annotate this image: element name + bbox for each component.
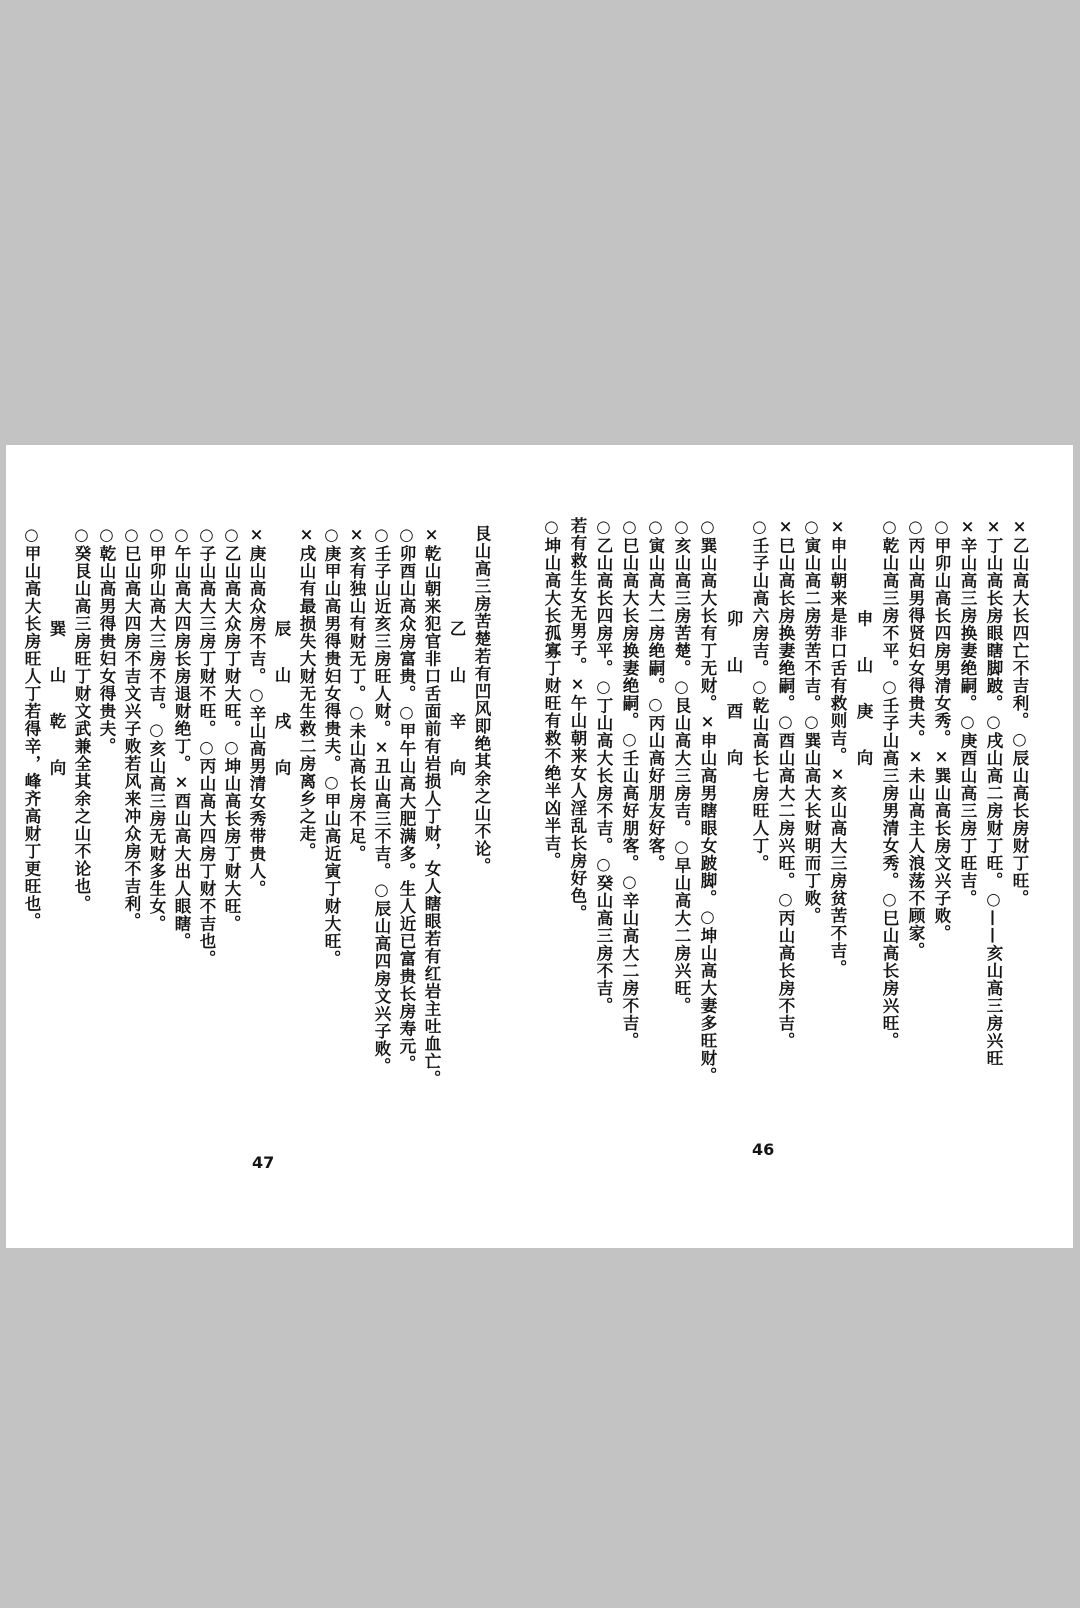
text-column: ○甲卯山高大三房不吉。○亥山高三房无财多生女。 <box>147 525 166 933</box>
text-column: ○乙山高长四房平。○丁山高大长房不吉。○癸山高三房不吉。 <box>594 517 613 1015</box>
text-column: ○乙山高大众房丁财大旺。○坤山高长房丁财大旺。 <box>222 525 241 933</box>
text-column: ○卯酉山高众房富贵。○甲午山高大肥满多。生人近已富贵长房寿元。 <box>397 525 416 1073</box>
page-number: 46 <box>752 1140 775 1159</box>
text-column: ○乾山高男得贵妇女得贵夫。 <box>97 525 116 755</box>
text-column: 若有救生女无男子。×午山朝来女人淫乱长房好色。 <box>568 517 587 922</box>
text-column: ○乾山高三房不平。○壬子山高三房男清女秀。○巳山高长房兴旺。 <box>880 517 899 1050</box>
section-heading: 乙 山 辛 向 <box>447 620 466 788</box>
section-heading: 申 山 庚 向 <box>854 610 873 778</box>
text-column: ○亥山高三房苦楚。○艮山高大三房吉。○早山高大二房兴旺。 <box>672 517 691 1015</box>
text-column: ×乾山朝来犯官非口舌面前有岩损人丁财，女人瞎眼若有红岩主吐血亡。 <box>422 525 441 1088</box>
text-column: ×申山朝来是非口舌有救则吉。×亥山高大三房贫苦不吉。 <box>828 517 847 977</box>
page-number: 47 <box>252 1153 275 1172</box>
text-column: ○寅山高大二房绝嗣。○丙山高好朋友好客。 <box>646 517 665 872</box>
text-column: ○庚甲山高男得贵妇女得贵夫。○甲山高近寅丁财大旺。 <box>322 525 341 968</box>
section-heading: 巽 山 乾 向 <box>47 620 66 788</box>
text-column: ○壬子山近亥三房旺人财。×丑山高三不吉。○辰山高四房文兴子败。 <box>372 525 391 1075</box>
text-column: ×巳山高长房换妻绝嗣。○酉山高大二房兴旺。○丙山高长房不吉。 <box>776 517 795 1050</box>
section-heading: 辰 山 戌 向 <box>272 620 291 788</box>
text-column: ○午山高大四房长房退财绝丁。×酉山高大出人眼瞎。 <box>172 525 191 950</box>
text-column: ○巳山高大四房不吉文兴子败若风来冲众房不吉利。 <box>122 525 141 930</box>
text-column: ○壬子山高六房吉。○乾山高长七房旺人丁。 <box>750 517 769 872</box>
text-column: ×辛山高三房换妻绝嗣。○庚酉山高三房丁旺吉。 <box>958 517 977 907</box>
book-spread-scan <box>6 445 1073 1248</box>
text-column: ○子山高大三房丁财不旺。○丙山高大四房丁财不吉也。 <box>197 525 216 968</box>
text-column: ×乙山高大长四亡不吉利。○辰山高长房财丁旺。 <box>1010 517 1029 907</box>
section-heading: 卯 山 酉 向 <box>724 610 743 778</box>
text-column: 艮山高三房苦楚若有凹风即绝其余之山不论。 <box>472 525 491 875</box>
text-column: ○甲山高大长房旺人丁若得辛，峰齐高财丁更旺也。 <box>22 525 41 930</box>
text-column: ×亥有独山有财无丁。○未山高长房不足。 <box>347 525 366 863</box>
text-column: ○巳山高大长房换妻绝嗣。○壬山高好朋客。○辛山高大二房不吉。 <box>620 517 639 1050</box>
text-column: ×丁山高长房眼瞎脚跛。○戌山高二房财丁旺。○——亥山高三房兴旺 <box>984 517 1003 1067</box>
text-column: ○甲卯山高长四房男清女秀。×巽山高长房文兴子败。 <box>932 517 951 942</box>
text-column: ○癸艮山高三房旺丁财文武兼全其余之山不论也。 <box>72 525 91 913</box>
text-column: ×庚山高众房不吉。○辛山高男清女秀带贵人。 <box>247 525 266 898</box>
text-column: ○寅山高二房劳苦不吉。○巽山高大长财明而丁败。 <box>802 517 821 925</box>
text-column: ○巽山高大长有丁无财。×申山高男瞎眼女跛脚。○坤山高大妻多旺财。 <box>698 517 717 1085</box>
text-column: ○丙山高男得贤妇女得贵夫。×未山高主人浪荡不顾家。 <box>906 517 925 960</box>
text-column: ○坤山高大长孤寡丁财旺有救不绝半凶半吉。 <box>542 517 561 870</box>
text-column: ×戌山有最损失大财无生救二房离乡之走。 <box>297 525 316 860</box>
